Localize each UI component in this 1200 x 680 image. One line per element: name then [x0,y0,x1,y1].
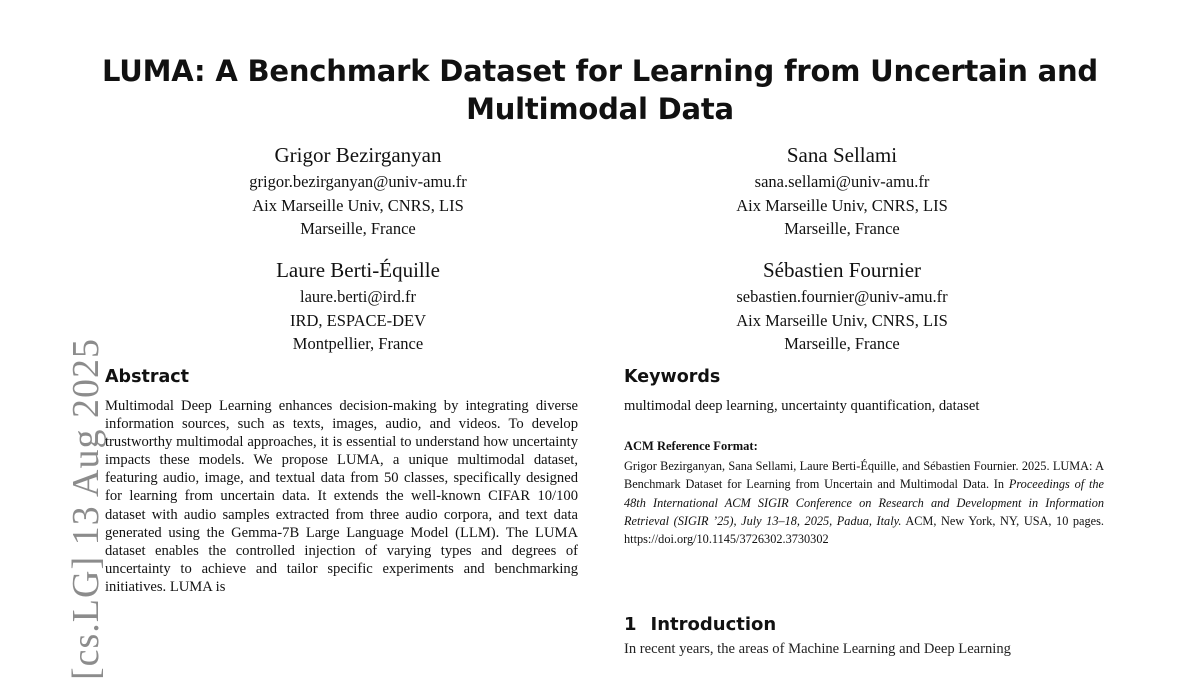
author-affiliation: Aix Marseille Univ, CNRS, LIS [736,195,948,215]
acm-doi: ACM, New York, NY, USA, 10 pages. https://doi.org/10.1145/3726302.3730302 [624,513,1104,547]
title-line-2: Multimodal Data [466,92,734,126]
author-name: Grigor Bezirganyan [274,143,442,167]
author-email: sana.sellami@univ-amu.fr [754,172,930,191]
author-email: grigor.bezirganyan@univ-amu.fr [249,172,467,191]
author-location: Marseille, France [784,219,900,238]
author-block [592,255,1092,356]
introduction-text: In recent years, the areas of Machine Learning and Deep Learning [624,641,1011,657]
author-name: Sana Sellami [786,143,898,167]
acm-reference-text [624,457,1104,548]
keywords-heading: Keywords [624,367,721,387]
section-title: Introduction [650,614,777,635]
paper-title [0,52,1200,128]
title-line-1: LUMA: A Benchmark Dataset for Learning from Uncertain and [102,54,1098,88]
arxiv-stamp: [cs.LG] 13 Aug 2025 [65,338,107,680]
abstract-text: Multimodal Deep Learning enhances decision-making by integrating diverse information sources, such as texts, images, audio, and videos. To develop trustworthy multimodal approaches, it is essential to understand how uncertainty impacts these models. We propose LUMA, a unique multimodal dataset, featuring audio, image, and textual data from 50 classes, specifically designed for learning from uncertain data. It extends the well-known CIFAR 10/100 dataset with audio samples extracted from three audio corpora, and text data generated using the Gemma-7B Large Language Model (LLM). The LUMA dataset enables the controlled injection of varying types and degrees of uncertainty to achieve and tailor specific experiments and benchmarking initiatives. LUMA is [105,398,578,595]
author-location: Marseille, France [784,334,900,353]
author-block [108,140,608,241]
author-name: Sébastien Fournier [762,258,922,282]
author-block [592,140,1092,241]
author-affiliation: Aix Marseille Univ, CNRS, LIS [736,310,948,330]
author-email: sebastien.fournier@univ-amu.fr [736,287,948,306]
author-affiliation: IRD, ESPACE-DEV [290,310,426,330]
acm-reference-heading: ACM Reference Format: [624,439,758,453]
author-block [108,255,608,356]
author-location: Montpellier, France [292,334,424,353]
author-email: laure.berti@ird.fr [300,287,416,306]
abstract-heading: Abstract [105,367,190,387]
acm-citation: Grigor Bezirganyan, Sana Sellami, Laure Berti-Équille, and Sébastien Fournier. 2025. LUMA: A Benchmark Dataset for Learning from Uncertain and Multimodal Data. In [624,459,1104,492]
author-affiliation: Aix Marseille Univ, CNRS, LIS [252,195,464,215]
acm-venue: Proceedings of the 48th International ACM SIGIR Conference on Research and Development in Information Retrieval (SIGIR ’25), July 13–18, 2025, Padua, Italy. [624,477,1104,528]
introduction-heading [624,614,776,635]
author-location: Marseille, France [300,219,416,238]
section-number: 1 [624,614,637,635]
author-name: Laure Berti-Équille [276,258,440,282]
keywords-text: multimodal deep learning, uncertainty quantification, dataset [624,398,980,414]
